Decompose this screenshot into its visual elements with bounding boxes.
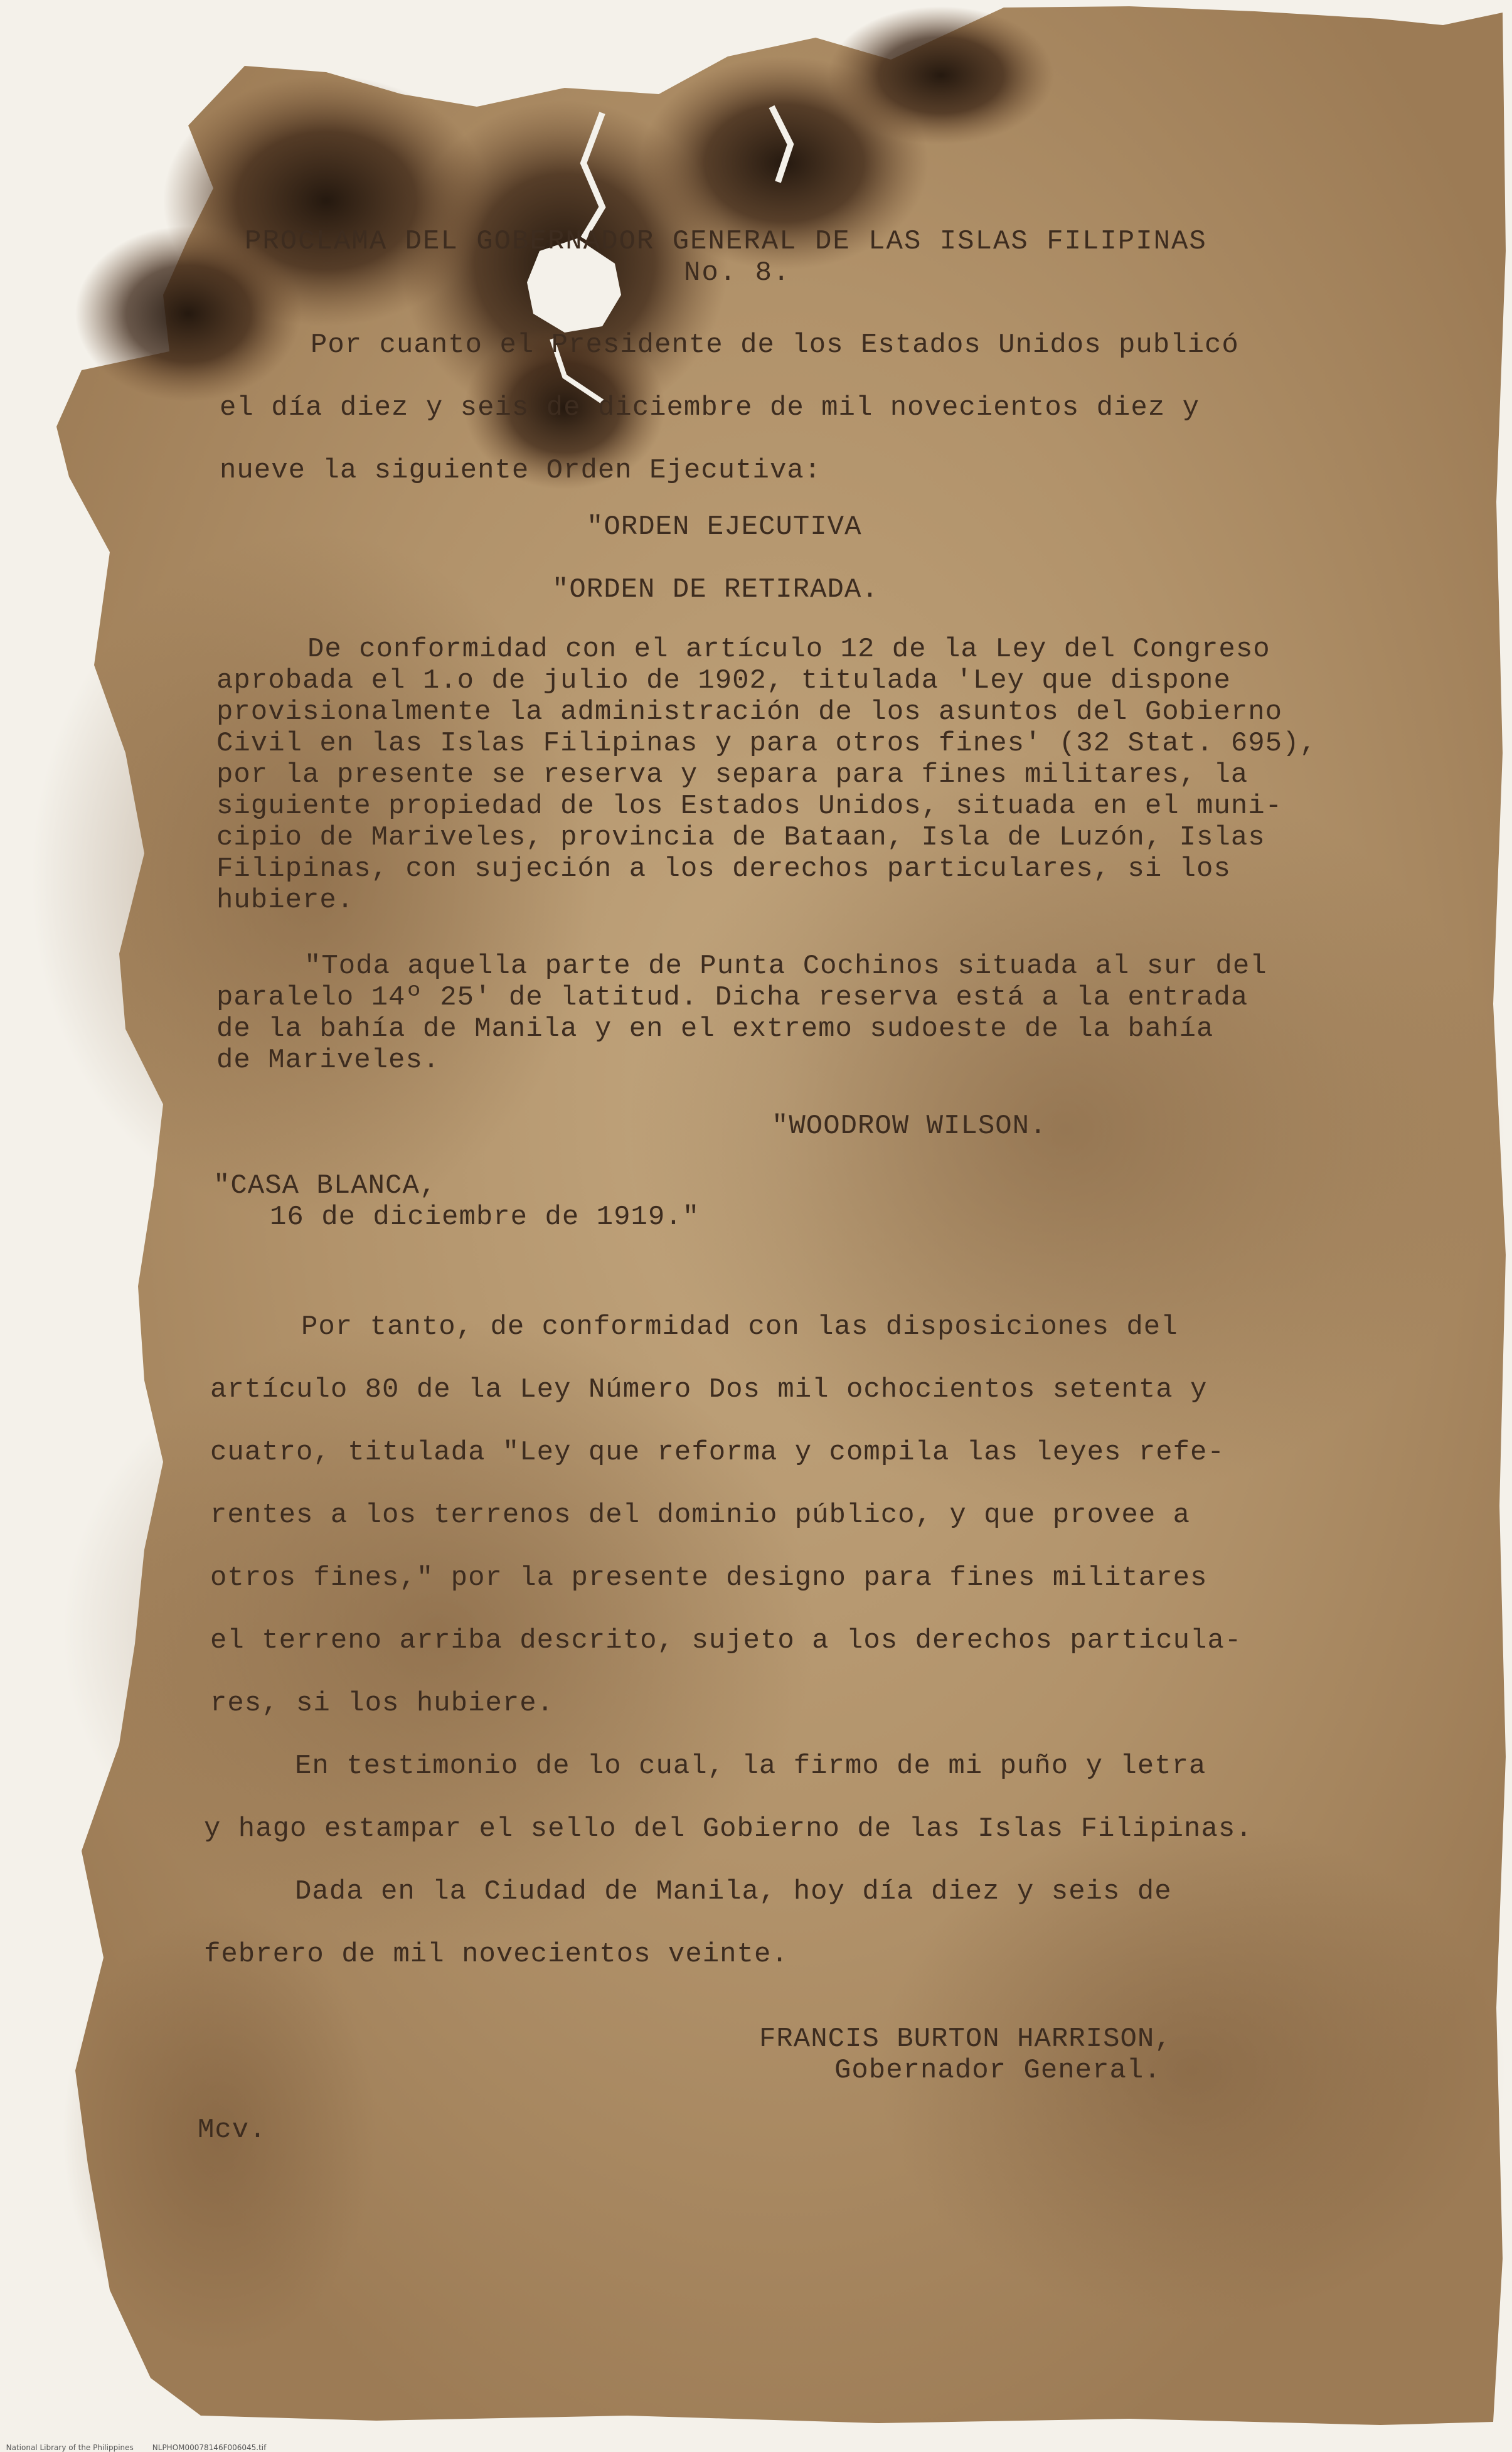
intro-paragraph: Por cuanto el Presidente de los Estados Unidos publicó el día diez y seis de diciembre de mil novecientos diez y nueve la siguiente Orden Ejecutiva: bbox=[220, 329, 1239, 486]
proclamation-number: No. 8. bbox=[684, 257, 791, 289]
order-subheading: "ORDEN DE RETIRADA. bbox=[552, 574, 879, 605]
proclamation-title: PROCLAMA DEL GOBERNADOR GENERAL DE LAS ISLAS FILIPINAS bbox=[245, 226, 1207, 257]
filename-label: NLPHOM00078146F006045.tif bbox=[152, 2443, 267, 2452]
testimony-paragraph: En testimonio de lo cual, la firmo de mi puño y letra y hago estampar el sello del Gobierno de las Islas Filipinas. bbox=[204, 1751, 1253, 1845]
order-place: "CASA BLANCA, bbox=[213, 1170, 437, 1202]
scan-caption bbox=[1, 2434, 285, 2452]
order-date: 16 de diciembre de 1919." bbox=[270, 1202, 700, 1233]
therefore-paragraph: Por tanto, de conformidad con las disposiciones del artículo 80 de la Ley Número Dos mil ochocientos setenta y cuatro, titulada "Ley que reforma y compila las leyes refe- rentes a los terrenos del dominio público, y que provee a otros fines," por la presente designo para fines militares el terreno arriba descrito, sujeto a los derechos particula- res, si los hubiere. bbox=[210, 1311, 1242, 1719]
order-signature: "WOODROW WILSON. bbox=[772, 1111, 1047, 1142]
typist-initials: Mcv. bbox=[198, 2114, 267, 2146]
institution-label: National Library of the Philippines bbox=[6, 2443, 134, 2452]
property-description-paragraph: "Toda aquella parte de Punta Cochinos situada al sur del paralelo 14º 25' de latitud. Dicha reserva está a la entrada de la bahía de Manila y en el extremo sudoeste de la bahía de Mariveles. bbox=[216, 951, 1267, 1076]
signer-name: FRANCIS BURTON HARRISON, bbox=[759, 2023, 1172, 2055]
order-heading: "ORDEN EJECUTIVA bbox=[587, 511, 862, 543]
given-paragraph: Dada en la Ciudad de Manila, hoy día diez y seis de febrero de mil novecientos veinte. bbox=[204, 1876, 1172, 1970]
order-body-paragraph: De conformidad con el artículo 12 de la Ley del Congreso aprobada el 1.o de julio de 1902, titulada 'Ley que dispone provisionalmente la administración de los asuntos del Gobierno Civil en las Islas Filipinas y para otros fines' (32 Stat. 695), por la presente se reserva y separa para fines militares, la siguiente propiedad de los Estados Unidos, situada en el muni- cipio de Mariveles, provincia de Bataan, Isla de Luzón, Islas Filipinas, con sujeción a los derechos particulares, si los hubiere. bbox=[216, 634, 1317, 916]
signer-title: Gobernador General. bbox=[834, 2055, 1161, 2086]
